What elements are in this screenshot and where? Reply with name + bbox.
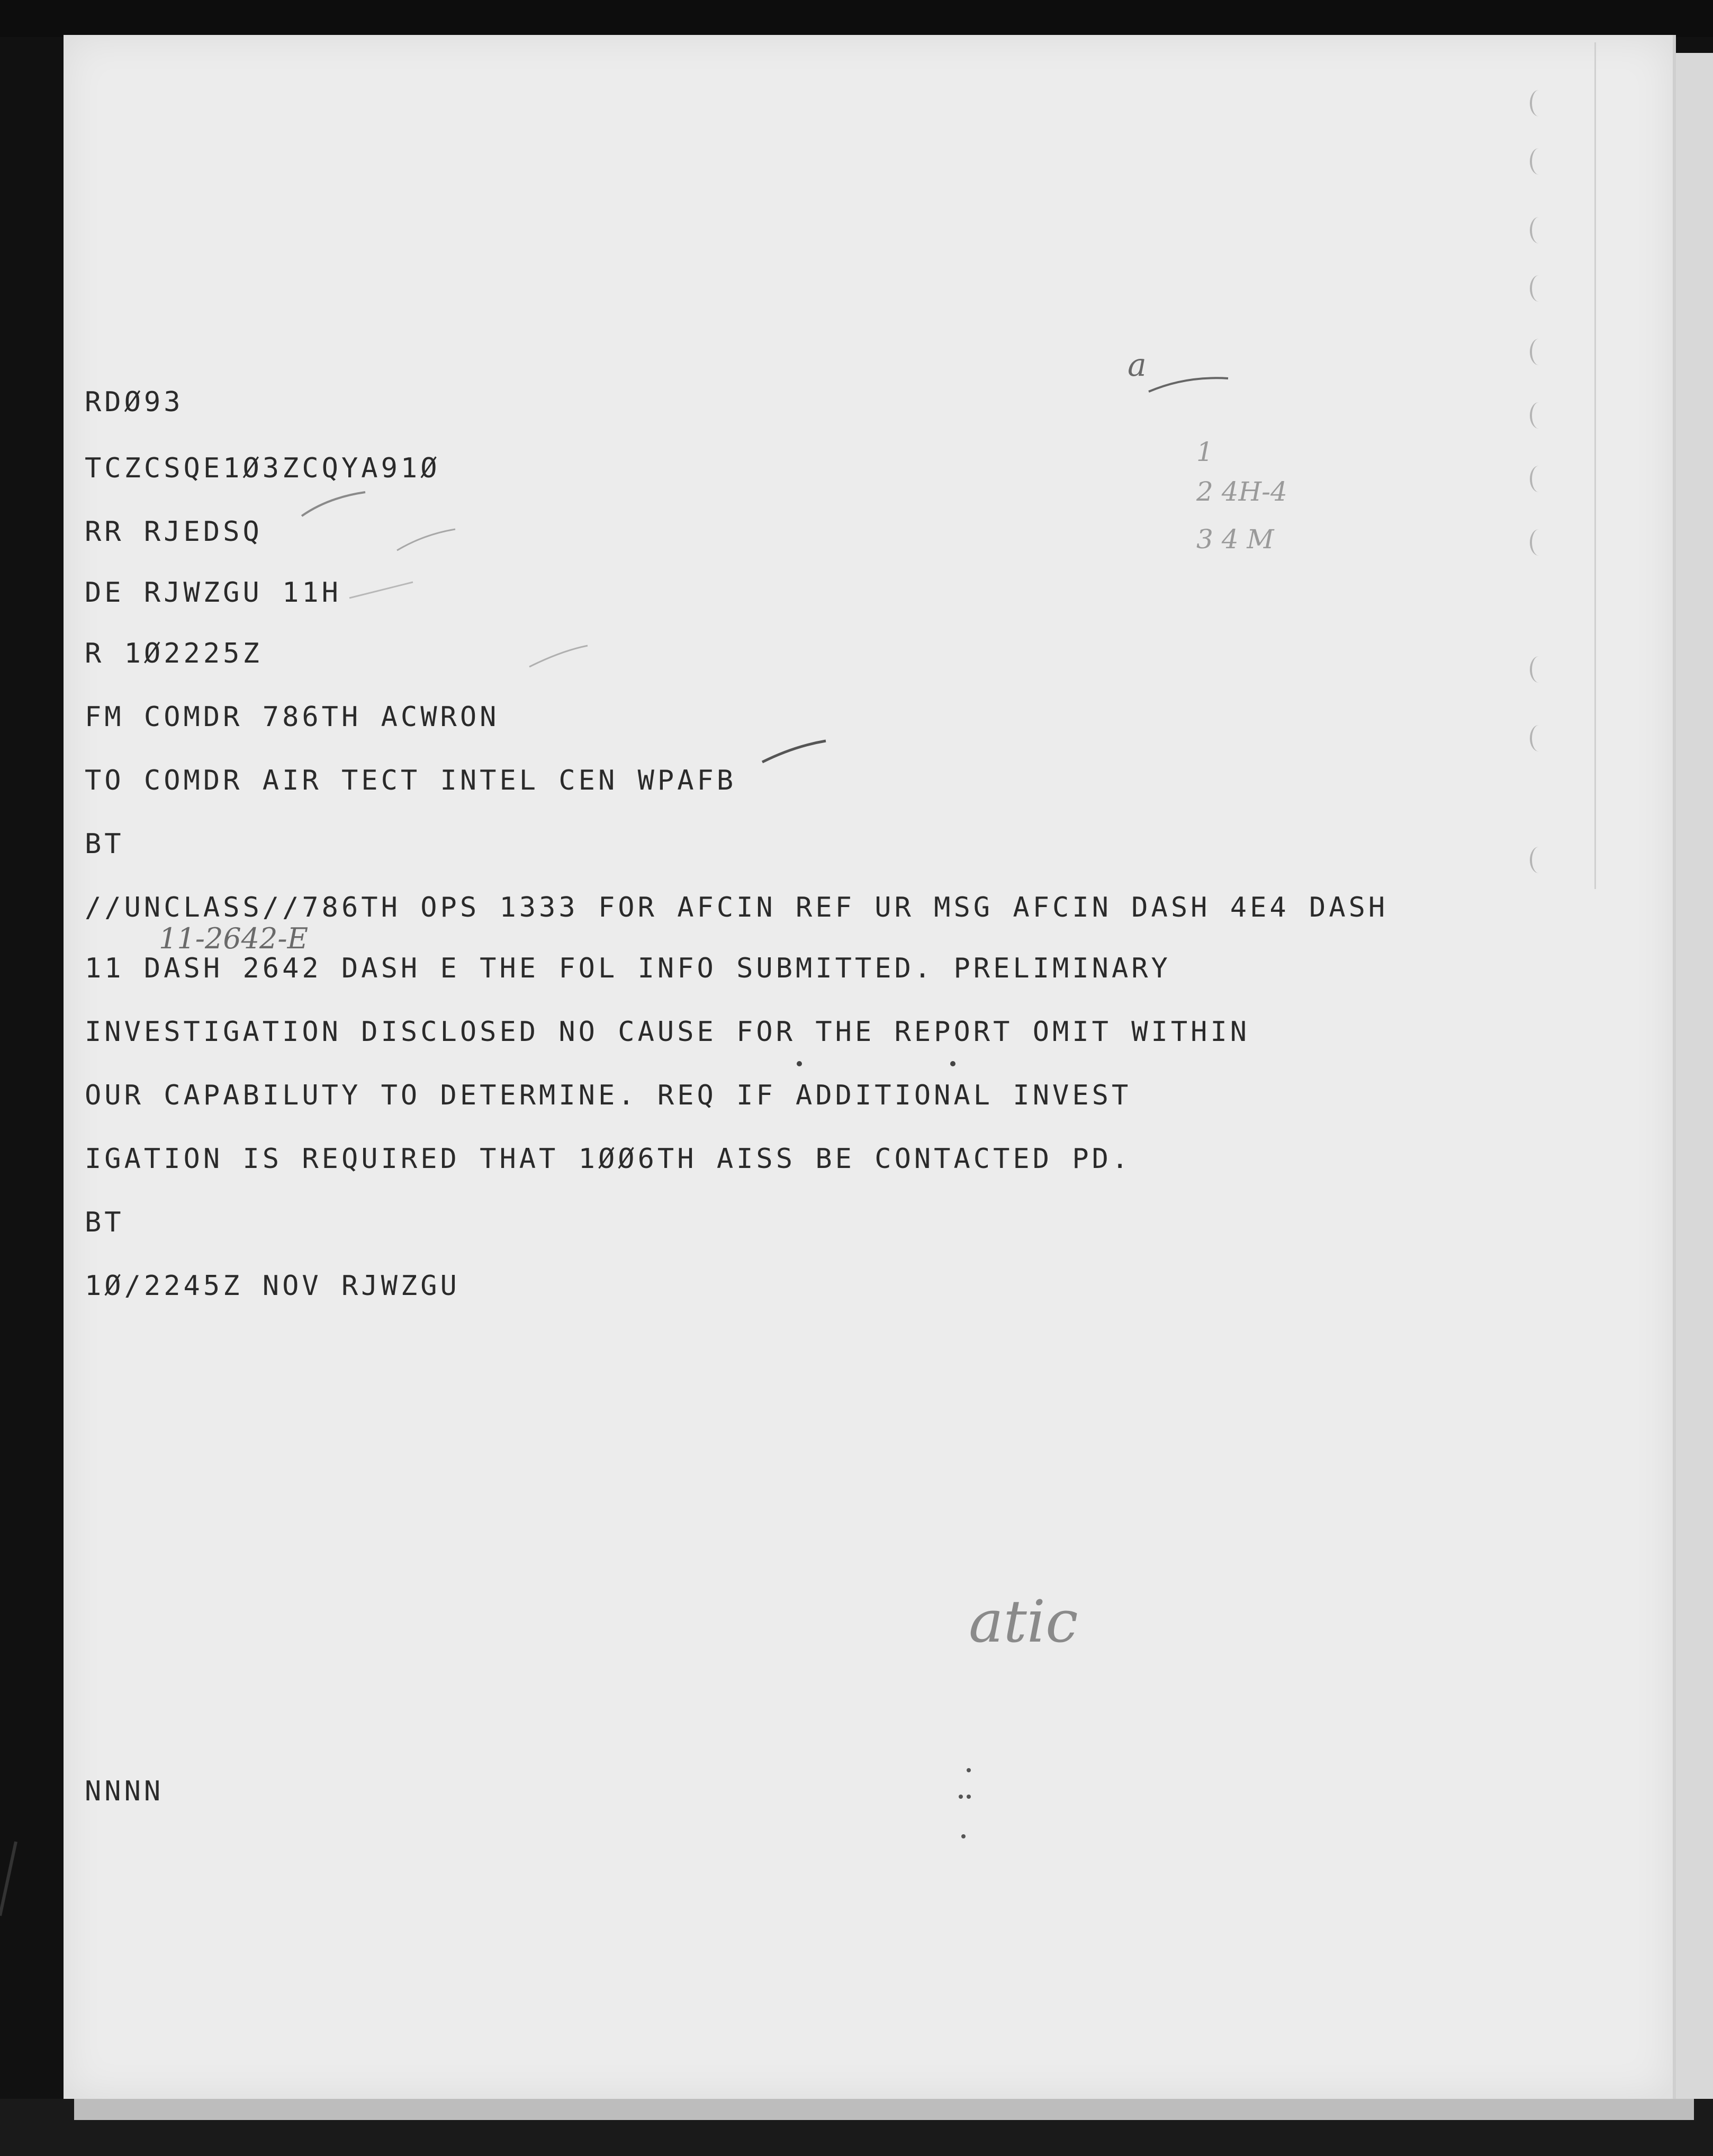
break-marker: BT <box>85 828 124 860</box>
from-line: FM COMDR 786TH ACWRON <box>85 701 500 733</box>
handwritten-margin-item: 1 <box>1196 437 1213 467</box>
precedence-line: RR RJEDSQ <box>85 516 263 548</box>
body-line-2: 11 DASH 2642 DASH E THE FOL INFO SUBMITTED. PRELIMINARY <box>85 953 1171 984</box>
end-of-message-marker: NNNN <box>85 1775 164 1807</box>
originator-station: DE RJWZGU 11H <box>85 577 341 609</box>
break-marker-end: BT <box>85 1207 124 1238</box>
to-line: TO COMDR AIR TECT INTEL CEN WPAFB <box>85 765 737 796</box>
body-line-3: INVESTIGATION DISCLOSED NO CAUSE FOR THE REPORT OMIT WITHIN <box>85 1016 1250 1048</box>
routing-indicator: RDØ93 <box>85 386 184 418</box>
channel-header: TCZCSQE1Ø3ZCQYA91Ø <box>85 452 440 484</box>
body-line-1: //UNCLASS//786TH OPS 1333 FOR AFCIN REF UR MSG AFCIN DASH 4E4 DASH <box>85 892 1389 923</box>
date-time-group: R 1Ø2225Z <box>85 638 263 669</box>
handwritten-margin-item: 3 4 M <box>1196 524 1274 555</box>
closing-date-time-group: 1Ø/2245Z NOV RJWZGU <box>85 1270 460 1302</box>
handwritten-mark-a: a <box>1128 347 1147 384</box>
handwritten-atic-note: atic <box>969 1588 1078 1655</box>
body-line-5: IGATION IS REQUIRED THAT 1ØØ6TH AISS BE CONTACTED PD. <box>85 1143 1132 1175</box>
handwritten-reference-note: 11-2642-E <box>159 922 309 955</box>
body-line-4: OUR CAPABILUTY TO DETERMINE. REQ IF ADDITIONAL INVEST <box>85 1080 1132 1111</box>
handwritten-margin-item: 2 4H-4 <box>1196 476 1287 507</box>
